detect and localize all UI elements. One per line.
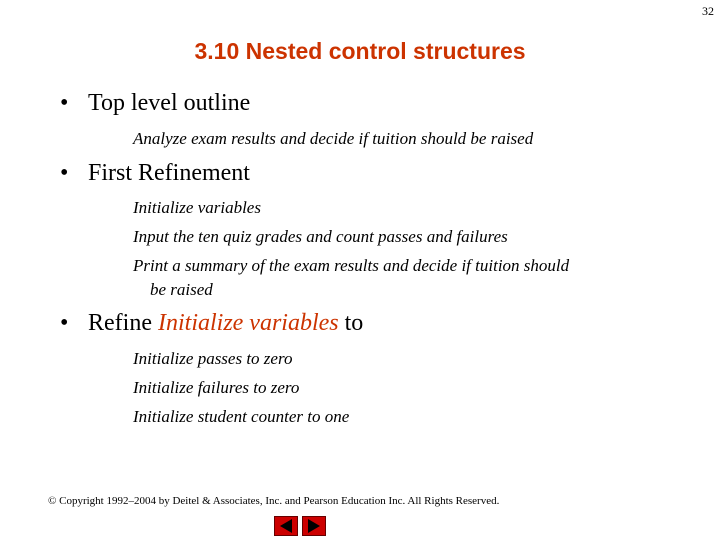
bullet-heading-prefix: Refine [88,310,158,336]
sub-line: Initialize variables [133,198,261,217]
right-triangle-icon [308,519,320,533]
bullet-refine [60,310,363,337]
bullet-heading-suffix: to [338,310,364,336]
sub-line: Initialize failures to zero [133,378,300,397]
next-slide-button[interactable] [302,516,326,536]
bullet-heading-emphasis: Initialize variables [157,310,339,336]
bullet-top-level-outline [60,90,250,117]
sub-line: Initialize passes to zero [133,349,293,368]
sub-line: Analyze exam results and decide if tuition should be raised [133,129,534,148]
bullet-icon: • [60,310,69,336]
bullet-icon: • [60,160,69,186]
sub-line-continuation: be raised [150,280,213,299]
sub-line: Print a summary of the exam results and decide if tuition should [133,256,570,275]
bullet-heading: First Refinement [88,160,250,186]
previous-slide-button[interactable] [274,516,298,536]
slide-navigation [274,516,326,536]
left-triangle-icon [280,519,292,533]
slide-title: 3.10 Nested control structures [194,38,526,64]
sub-line: Initialize student counter to one [133,407,350,426]
copyright-footer: © Copyright 1992–2004 by Deitel & Associates, Inc. and Pearson Education Inc. All Rights Reserved. [48,495,500,507]
sub-line: Input the ten quiz grades and count passes and failures [133,227,508,246]
bullet-first-refinement [60,160,250,187]
page-number: 32 [702,4,714,18]
bullet-icon: • [60,90,69,116]
bullet-heading: Top level outline [88,90,251,116]
